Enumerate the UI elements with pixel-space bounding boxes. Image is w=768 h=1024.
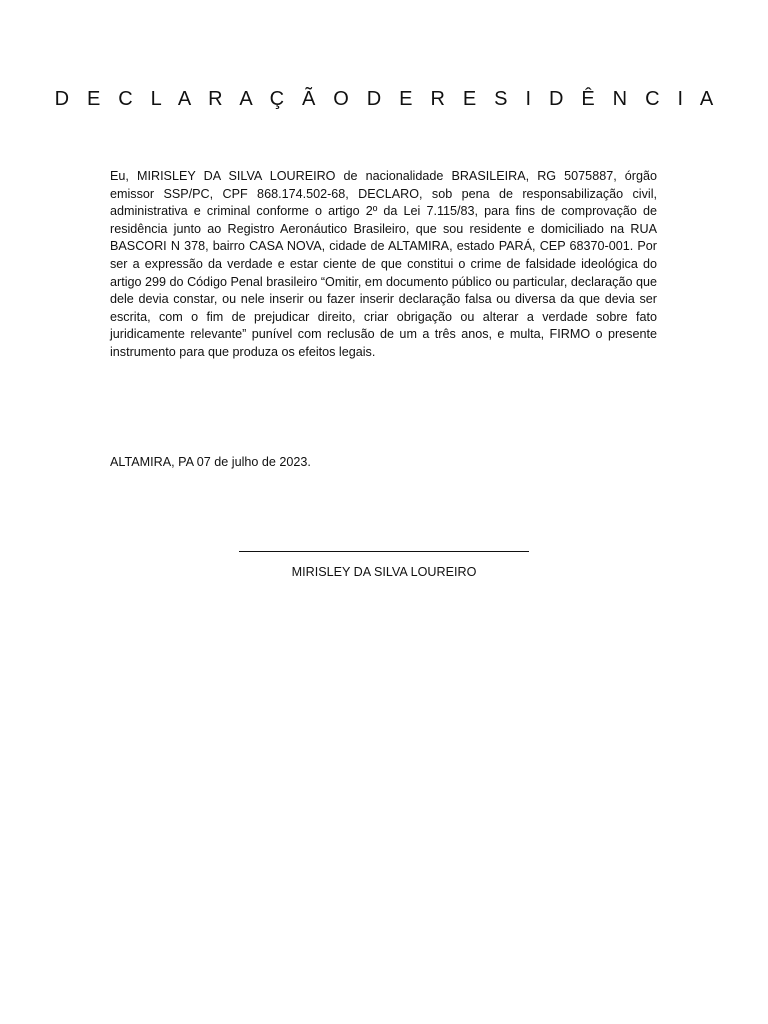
signature-line [239, 551, 529, 552]
declaration-body: Eu, MIRISLEY DA SILVA LOUREIRO de nacionalidade BRASILEIRA, RG 5075887, órgão emissor SSP/PC, CPF 868.174.502-68, DECLARO, sob pena de responsabilização civil, administrativa e criminal conforme o artigo 2º da Lei 7.115/83, para fins de comprovação de residência junto ao Registro Aeronáutico Brasileiro, que sou residente e domiciliado na RUA BASCORI N 378, bairro CASA NOVA, cidade de ALTAMIRA, estado PARÁ, CEP 68370-001. Por ser a expressão da verdade e estar ciente de que constitui o crime de falsidade ideológica do artigo 299 do Código Penal brasileiro “Omitir, em documento público ou particular, declaração que dele devia constar, ou nele inserir ou fazer inserir declaração falsa ou diversa da que devia ser escrita, com o fim de prejudicar direito, criar obrigação ou alterar a verdade sobre fato juridicamente relevante” punível com reclusão de um a três anos, e multa, FIRMO o presente instrumento para que produza os efeitos legais. [110, 169, 657, 359]
document-title: D E C L A R A Ç Ã O D E R E S I D Ê N C I A [54, 88, 720, 110]
signer-name: MIRISLEY DA SILVA LOUREIRO [291, 565, 477, 579]
place-and-date: ALTAMIRA, PA 07 de julho de 2023. [110, 455, 311, 469]
